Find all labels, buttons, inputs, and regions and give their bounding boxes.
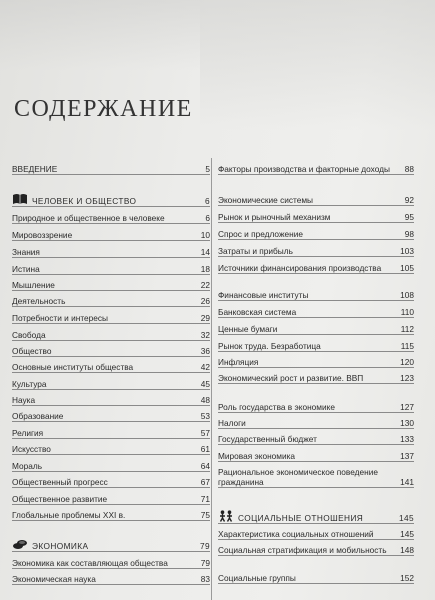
- toc-entry: Характеристика социальных отношений 145: [218, 529, 414, 539]
- toc-entry: Экономические системы 92: [218, 195, 414, 205]
- toc-entry: Основные институты общества 42: [12, 362, 210, 372]
- toc-entry: Социальная стратификация и мобильность 148: [218, 545, 414, 555]
- toc-entry: Социальные группы 152: [218, 573, 414, 583]
- toc-entry: Мышление 22: [12, 280, 210, 290]
- toc-entry: Рынок труда. Безработица 115: [218, 341, 414, 351]
- toc-entry: Деятельность 26: [12, 296, 210, 306]
- toc-entry: Общество 36: [12, 346, 210, 356]
- toc-section: СОЦИАЛЬНЫЕ ОТНОШЕНИЯ 145: [218, 513, 414, 524]
- toc-entry: Религия 57: [12, 428, 210, 438]
- toc-entry: Природное и общественное в человеке 6: [12, 213, 210, 223]
- bleed-through-text: [200, 0, 435, 130]
- toc-section: ЭКОНОМИКА 79: [12, 541, 210, 552]
- toc-entry: Банковская система 110: [218, 307, 414, 317]
- bleed-through-text: [0, 0, 200, 70]
- toc-entry: Наука 48: [12, 395, 210, 405]
- toc-entry: Финансовые институты 108: [218, 290, 414, 300]
- toc-entry: Истина 18: [12, 264, 210, 274]
- toc-entry: Факторы производства и факторные доходы 88: [218, 164, 414, 174]
- toc-entry: Культура 45: [12, 379, 210, 389]
- coins-icon: [12, 538, 28, 550]
- toc-entry: ВВЕДЕНИЕ 5: [12, 164, 210, 174]
- toc-entry: Общественный прогресс 67: [12, 477, 210, 487]
- toc-entry: Государственный бюджет 133: [218, 434, 414, 444]
- page-title: СОДЕРЖАНИЕ: [14, 96, 193, 122]
- toc-entry: Глобальные проблемы XXI в. 75: [12, 510, 210, 520]
- toc-entry: Экономический рост и развитие. ВВП 123: [218, 373, 414, 383]
- toc-entry: Инфляция 120: [218, 357, 414, 367]
- toc-entry: Источники финансирования производства 105: [218, 263, 414, 273]
- toc-entry: Ценные бумаги 112: [218, 324, 414, 334]
- toc-entry: Экономическая наука 83: [12, 574, 210, 584]
- toc-entry: Рынок и рыночный механизм 95: [218, 212, 414, 222]
- toc-entry: Роль государства в экономике 127: [218, 402, 414, 412]
- toc-entry: Рациональное экономическое поведение гражданина 141: [218, 467, 414, 487]
- book-icon: [12, 193, 28, 205]
- column-divider: [211, 158, 212, 600]
- toc-entry: Спрос и предложение 98: [218, 229, 414, 239]
- toc-entry: Затраты и прибыль 103: [218, 246, 414, 256]
- toc-entry: Потребности и интересы 29: [12, 313, 210, 323]
- toc-entry: Экономика как составляющая общества 79: [12, 558, 210, 568]
- toc-section: ЧЕЛОВЕК И ОБЩЕСТВО 6: [12, 196, 210, 207]
- toc-entry: Мировая экономика 137: [218, 451, 414, 461]
- toc-entry: Мировоззрение 10: [12, 230, 210, 240]
- toc-entry: Мораль 64: [12, 461, 210, 471]
- people-icon: [218, 510, 234, 522]
- toc-entry: Искусство 61: [12, 444, 210, 454]
- toc-entry: Знания 14: [12, 247, 210, 257]
- toc-entry: Образование 53: [12, 411, 210, 421]
- toc-entry: Свобода 32: [12, 330, 210, 340]
- toc-entry: Общественное развитие 71: [12, 494, 210, 504]
- toc-entry: Налоги 130: [218, 418, 414, 428]
